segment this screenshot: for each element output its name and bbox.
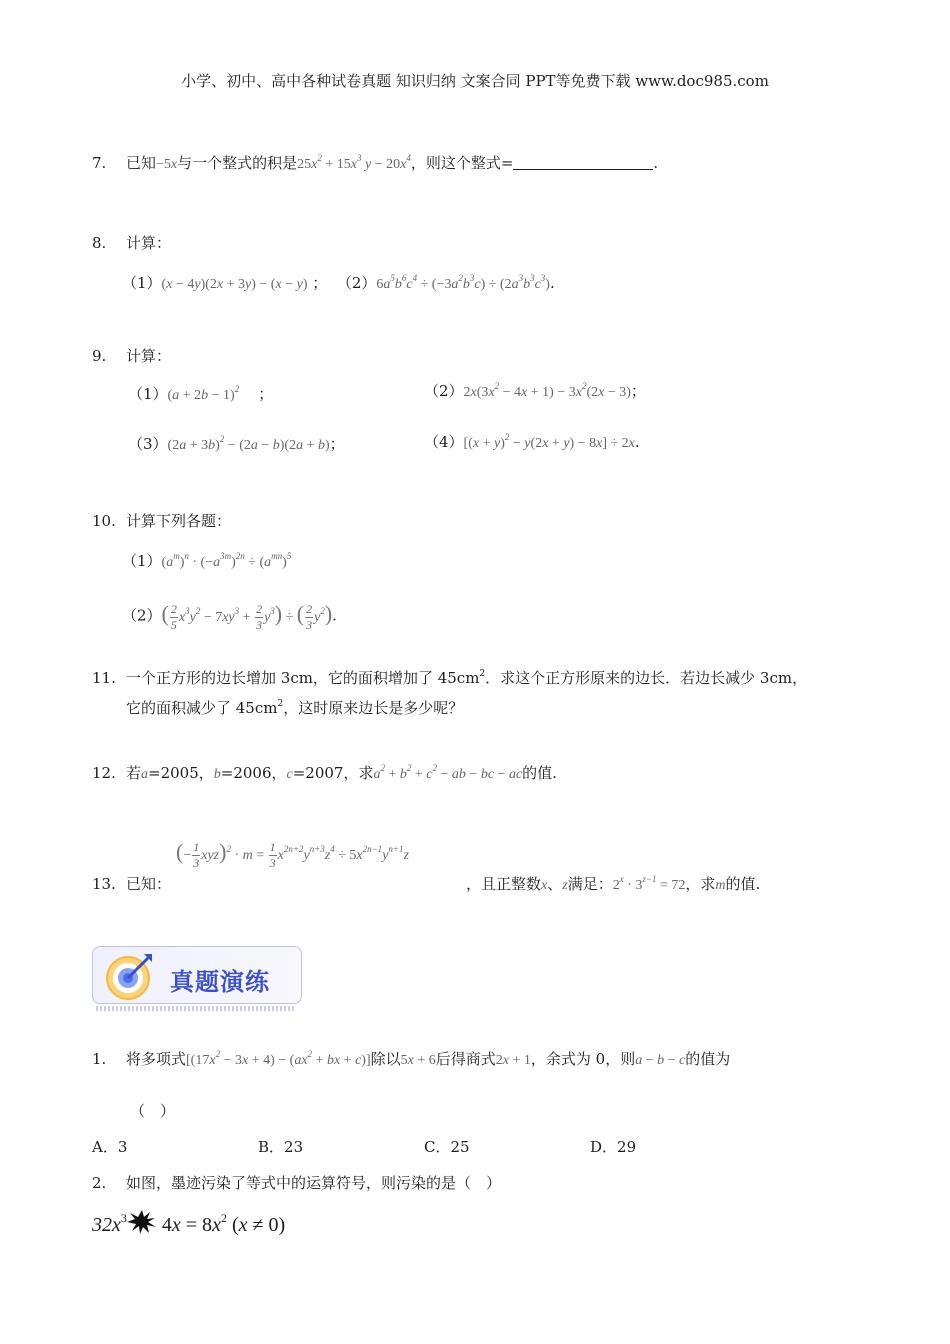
question-7: 7. 已知−5x与一个整式的积是$25x^2 + 15x^3$ $y - 20x^4$，则这个整式= . <box>92 153 659 172</box>
section-title: 真题演练 <box>170 968 270 996</box>
question-12: 12. 若a=2005，b=2006，c=2007，求$a^2 + b^2 + c^2$ − ab − bc − ac的值. <box>92 763 557 782</box>
answer-paren: （ ） <box>130 1102 176 1120</box>
question-9-item-3: $(3)(2a + 3b)^2 - (2a - b)(2a + b)$； <box>128 434 345 453</box>
practice-2: 2. 如图，墨迹污染了等式中的运算符号，则污染的是（ ） <box>92 1174 502 1192</box>
question-10-item-1: $(1)(a^m)^n \cdot (-a^{3m})^{2n} \div (a^{mn})^5$ <box>122 551 292 570</box>
question-9-item-2: $(2)2x(3x^2 - 4x + 1) - 3x^2(2x - 3)$； <box>424 381 646 400</box>
question-8-title: 8. 计算： <box>92 234 172 252</box>
ink-blot-icon <box>127 1210 157 1234</box>
question-8-items: （1）(x − 4y)(2x + 3y) − (x − y) ； $(2)6a^5b^6c^4 \div (-3a^2b^3c) \div (2a^3b^3c^3)$. <box>122 273 555 292</box>
question-9-item-1: $(1)(a + 2b - 1)^2$ ； <box>128 384 274 403</box>
question-13-equation: (− $\frac{1}{3}$ xyz)$^2$ · m = $\frac{1}{3}$ $x^{2n+2}y^{n+3}z^4 \div 5x^{2n-1}y^{n+1}z$ <box>176 838 409 870</box>
option-b[interactable]: B．23 <box>258 1138 304 1156</box>
option-a[interactable]: A．3 <box>92 1138 128 1156</box>
question-9-item-4: $(4)[(x + y)^2 - y(2x + y) - 8x] \div 2x$. <box>424 432 640 451</box>
math-expr: $25x^2 + 15x^3$ $y - 20x^4$ <box>297 153 411 172</box>
question-11-line-2: 它的面积减少了 $45cm^2$，这时原来边长是多少呢？ <box>126 699 464 717</box>
target-icon <box>104 950 156 1006</box>
question-13-condition: ，且正整数x、z满足：$2^x \cdot 3^{z-1} = 72$，求m的值. <box>466 874 761 893</box>
question-10-item-2: （2）( $\frac{2}{5}$ $x^3y^2 - 7xy^3$ + $\frac{2}{3}$ $y^3$) ÷ ( $\frac{2}{3}$ $y^2$). <box>122 600 337 632</box>
option-d[interactable]: D．29 <box>590 1138 637 1156</box>
ink-equation: $32x^3$ $4x = 8x^2$ (x ≠ 0) <box>92 1211 286 1236</box>
question-11-line-1: 11. 一个正方形的边长增加 3cm，它的面积增加了 $45cm^2$．求这个正方形原来的边长．若边长减少 3cm， <box>92 669 808 687</box>
practice-1: 1. 将多项式[$(17x^2 - 3x + 4) - (ax^2$ + bx + c)]除以5x + 6后得商式2x + 1，余式为 0，则a − b − c的值为 <box>92 1049 731 1068</box>
page-header: 小学、初中、高中各种试卷真题 知识归纳 文案合同 PPT等免费下载 www.doc985.com <box>181 72 769 90</box>
question-9-title: 9. 计算： <box>92 347 172 365</box>
option-c[interactable]: C．25 <box>424 1138 470 1156</box>
math-expr: −5x <box>156 157 178 172</box>
question-13: 13. 已知： <box>92 875 172 893</box>
banner-stripe <box>96 1006 296 1011</box>
answer-blank[interactable] <box>513 155 653 170</box>
question-10-title: 10. 计算下列各题： <box>92 512 232 530</box>
